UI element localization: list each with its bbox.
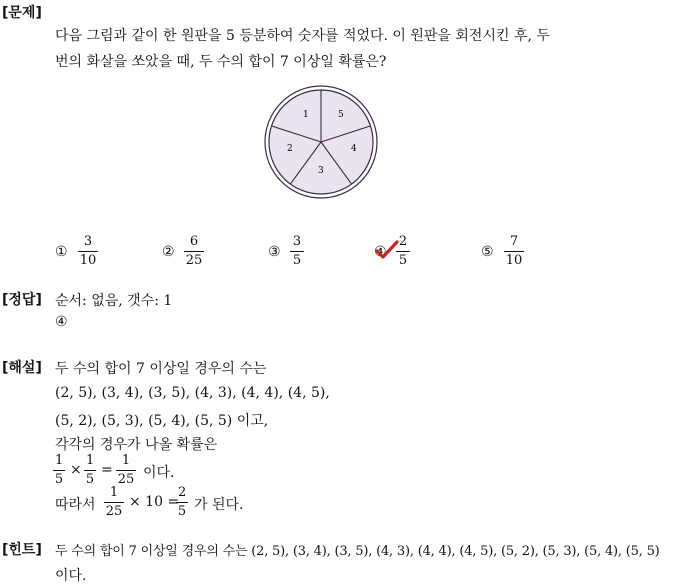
choice-1-mark[interactable]: ① [55,244,68,260]
answer-label: [정답] [2,292,42,308]
choice-3-fraction[interactable]: 3 5 [290,234,304,269]
fraction: 1 25 [117,453,135,487]
wheel-number: 5 [338,110,344,120]
choice-4-fraction[interactable]: 2 5 [396,234,410,269]
hint-label: [힌트] [2,542,42,558]
equals-sign: = [101,462,113,478]
answer-value: ④ [55,314,68,330]
wheel-number: 3 [318,166,324,176]
choice-2-fraction[interactable]: 6 25 [185,234,203,268]
wheel-number: 1 [303,110,309,120]
explanation-line3: (5, 2), (5, 3), (5, 4), (5, 5) 이고, [55,413,269,429]
choice-1-fraction[interactable]: 3 10 [79,234,97,268]
explanation-label: [해설] [2,360,42,376]
hint-line2: 이다. [55,568,87,584]
choice-5-fraction[interactable]: 7 10 [505,234,523,268]
equation-tail: 가 된다. [194,497,244,513]
equation-prefix: 따라서 [55,497,96,513]
fraction: 1 5 [85,453,95,487]
fraction: 1 25 [105,485,123,519]
explanation-line1: 두 수의 합이 7 이상일 경우의 수는 [55,361,267,377]
explanation-line2: (2, 5), (3, 4), (3, 5), (4, 3), (4, 4), (4, 5), [55,385,330,401]
hint-line1: 두 수의 합이 7 이상일 경우의 수는 (2, 5), (3, 4), (3, 5), (4, 3), (4, 4), (4, 5), (5, 2), (5, 3), (5, 4), (5, 5) [55,544,660,559]
wheel-number: 4 [351,144,357,154]
fraction: 1 5 [54,453,64,487]
equation-mid: × 10 = [129,494,180,510]
times-sign: × [70,462,82,478]
spinner-wheel [262,85,382,200]
wheel-number: 2 [287,144,293,154]
explanation-line4: 각각의 경우가 나올 확률은 [55,437,218,453]
equation-tail: 이다. [143,465,175,481]
choice-5-mark[interactable]: ⑤ [481,244,494,260]
choice-4-mark[interactable]: ④ [374,244,387,260]
problem-text-line2: 번의 화살을 쏘았을 때, 두 수의 합이 7 이상일 확률은? [55,54,387,70]
problem-text-line1: 다음 그림과 같이 한 원판을 5 등분하여 숫자를 적었다. 이 원판을 회전시킨 후, 두 [55,28,550,44]
fraction: 2 5 [177,485,187,519]
choice-3-mark[interactable]: ③ [268,244,281,260]
problem-label: [문제] [2,5,42,21]
choice-2-mark[interactable]: ② [162,244,175,260]
answer-meta: 순서: 없음, 갯수: 1 [55,293,173,309]
